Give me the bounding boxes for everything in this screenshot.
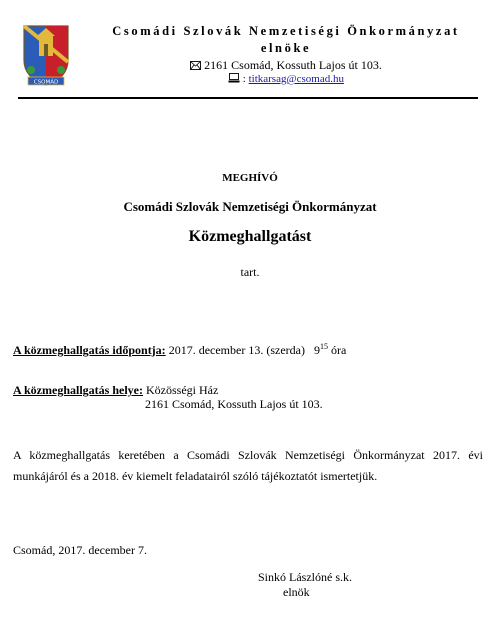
signer-name: Sinkó Lászlóné s.k. [258, 570, 352, 584]
event-place-label: A közmeghallgatás helye: [13, 383, 143, 397]
event-verb: tart. [240, 265, 260, 279]
event-place-name: Közösségi Ház [146, 383, 219, 397]
event-time-hour: $9^{15}$ [313, 342, 328, 357]
crest-logo [20, 22, 72, 88]
address-line [90, 58, 482, 73]
event-time-line [13, 342, 346, 358]
address-text: 2161 Csomád, Kossuth Lajos út 103. [204, 58, 382, 72]
invitation-title: MEGHÍVÓ [222, 172, 278, 184]
org-name-header: Csomádi Szlovák Nemzetiségi Önkormányzat [112, 24, 460, 38]
event-time-date: 2017. december 13. (szerda) [168, 343, 305, 357]
event-title: Közmeghallgatást [188, 228, 312, 245]
header-divider [18, 97, 478, 99]
org-role-header: elnöke [260, 41, 312, 55]
body-paragraph: A közmeghallgatás keretében a Csomádi Szlovák Nemzetiségi Önkormányzat 2017. évi munkájáról és a 2018. év kiemelt feladatairól szóló tájékoztatót ismertetjük. [13, 448, 483, 483]
organization-name: Csomádi Szlovák Nemzetiségi Önkormányzat [123, 199, 377, 214]
email-prefix: : [242, 73, 246, 85]
signer-title: elnök [283, 585, 310, 599]
event-place-address: 2161 Csomád, Kossuth Lajos út 103. [145, 397, 323, 411]
crest-caption: CSOMÁD [33, 79, 59, 86]
event-place-line [13, 383, 218, 398]
event-time-unit: óra [330, 343, 347, 357]
computer-icon [228, 73, 243, 85]
email-link[interactable]: titkarsag@csomad.hu [248, 73, 344, 85]
date-place: Csomád, 2017. december 7. [13, 543, 147, 557]
envelope-icon [190, 58, 204, 72]
event-time-label: A közmeghallgatás időpontja: [13, 343, 166, 357]
email-line [90, 73, 482, 85]
